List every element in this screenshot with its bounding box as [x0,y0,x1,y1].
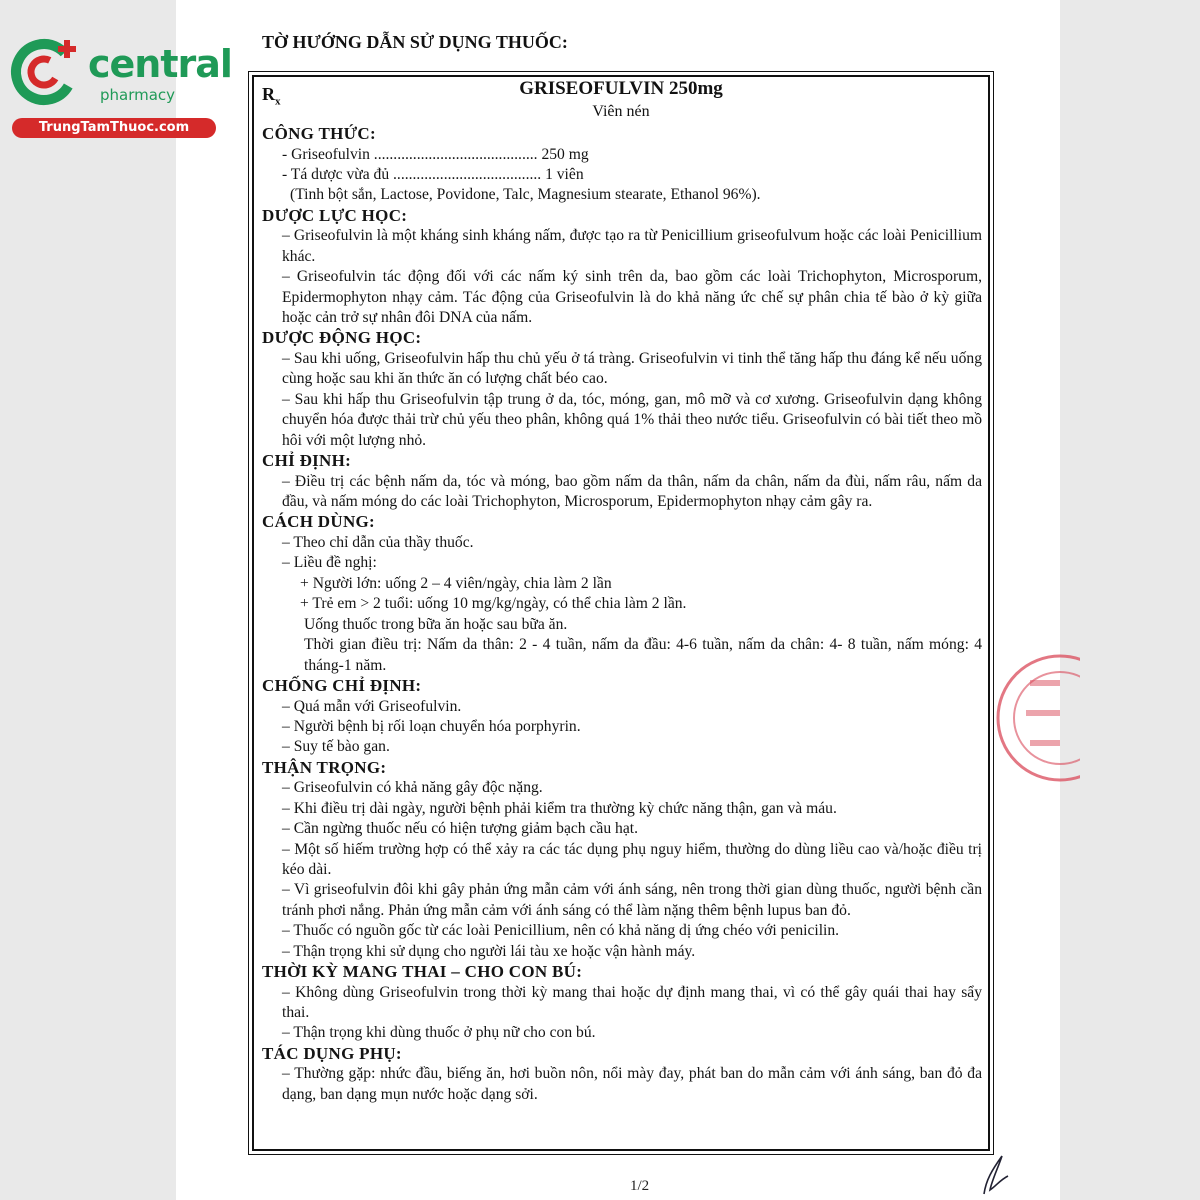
formula-excipients: (Tinh bột sắn, Lactose, Povidone, Talc, Magnesium stearate, Ethanol 96%). [290,186,761,204]
list-item: – Vì griseofulvin đôi khi gây phản ứng mẫn cảm với ánh sáng, nên trong thời gian dùng thuốc, người bệnh cần tránh phơi nắng. Phản ứng mẫn cảm với ánh sáng có thể làm nặng thêm bệnh lupus ban đỏ. [282,881,982,919]
list-item: + Trẻ em > 2 tuổi: uống 10 mg/kg/ngày, có thể chia làm 2 lần. [300,595,687,613]
rx-letter: R [262,84,275,104]
section-heading-chi-dinh: CHỈ ĐỊNH: [262,451,352,471]
list-item: – Khi điều trị dài ngày, người bệnh phải kiểm tra thường kỳ chức năng thận, gan và máu. [282,799,837,817]
section-heading-cong-thuc: CÔNG THỨC: [262,124,376,143]
list-item: – Cần ngừng thuốc nếu có hiện tượng giảm bạch cầu hạt. [282,820,638,838]
list-item: + Người lớn: uống 2 – 4 viên/ngày, chia làm 2 lần [300,574,612,592]
section-heading-than-trong: THẬN TRỌNG: [262,757,387,777]
list-item: Thời gian điều trị: Nấm da thân: 2 - 4 tuần, nấm da đầu: 4-6 tuần, nấm da chân: 4- 8 tuần, nấm móng: 4 tháng-1 năm. [304,636,982,674]
paragraph: – Sau khi hấp thu Griseofulvin tập trung ở da, tóc, móng, gan, mô mỡ và cơ xương. Griseofulvin dạng không chuyển hóa được thải trừ chủ yếu theo phân, không quá 1% thải theo nước tiểu. Griseofulvin có bài tiết theo mồ hôi với một lượng nhỏ. [282,390,982,449]
document-heading: TỜ HƯỚNG DẪN SỬ DỤNG THUỐC: [262,32,568,52]
logo-url[interactable]: TrungTamThuoc.com [12,118,216,138]
paragraph: – Griseofulvin tác động đối với các nấm ký sinh trên da, bao gồm các loài Trichophyton, Microsporum, Epidermophyton nhạy cảm. Tác động của Griseofulvin là do khả năng ức chế sự phân chia tế bào ở kỳ giữa hoặc cản trở sự nhân đôi DNA của nấm. [282,268,982,327]
section-heading-duoc-luc-hoc: DƯỢC LỰC HỌC: [262,205,408,225]
signature-image [978,1150,1018,1198]
paragraph: – Sau khi uống, Griseofulvin hấp thu chủ yếu ở tá tràng. Griseofulvin vi tinh thể tăng hấp thu đáng kể nếu uống cùng hoặc sau khi ăn thức ăn có lượng chất béo cao. [282,350,982,388]
list-item: – Thận trọng khi dùng thuốc ở phụ nữ cho con bú. [282,1024,596,1042]
list-item: – Suy tế bào gan. [282,738,390,756]
list-item: – Theo chỉ dẫn của thầy thuốc. [282,534,474,552]
rx-subscript: x [275,95,281,108]
central-pharmacy-icon [8,34,88,114]
drug-form: Viên nén [592,103,650,120]
section-heading-duoc-dong-hoc: DƯỢC ĐỘNG HỌC: [262,328,422,348]
section-heading-tac-dung-phu: TÁC DỤNG PHỤ: [262,1043,402,1063]
list-item: Uống thuốc trong bữa ăn hoặc sau bữa ăn. [304,615,568,633]
list-item: – Thuốc có nguồn gốc từ các loài Penicillium, nên có khả năng dị ứng chéo với penicilin. [282,922,840,940]
list-item: – Thận trọng khi sử dụng cho người lái tàu xe hoặc vận hành máy. [282,942,696,960]
company-stamp-image [990,640,1080,790]
list-item: – Người bệnh bị rối loạn chuyển hóa porphyrin. [282,717,581,735]
drug-title: GRISEOFULVIN 250mg [519,78,723,99]
list-item: – Griseofulvin có khả năng gây độc nặng. [282,779,543,797]
paragraph: – Griseofulvin là một kháng sinh kháng nấm, được tạo ra từ Penicillium griseofulvum hoặc các loài Penicillium khác. [282,227,982,265]
pharmacy-logo[interactable] [8,34,232,144]
list-item: – Thường gặp: nhức đầu, biếng ăn, hơi buồn nôn, nổi mày đay, phát ban do mẫn cảm với ánh sáng, ban đỏ đa dạng, ban dạng mụn nước hoặc dạng sởi. [282,1065,982,1103]
logo-brand: central [88,42,232,86]
list-item: – Quá mẫn với Griseofulvin. [282,697,462,715]
paragraph: – Điều trị các bệnh nấm da, tóc và móng, bao gồm nấm da thân, nấm da chân, nấm da đùi, nấm râu, nấm da đầu, và nấm móng do các loài Trichophyton, Microsporum, Epidermophyton nhạy cảm gây ra. [282,472,982,511]
list-item: – Liều đề nghị: [282,554,377,572]
section-heading-cach-dung: CÁCH DÙNG: [262,512,376,532]
section-heading-chong-chi-dinh: CHỐNG CHỈ ĐỊNH: [262,675,422,695]
list-item: – Một số hiếm trường hợp có thể xảy ra các tác dụng phụ nguy hiểm, thường do dùng liều cao và/hoặc điều trị kéo dài. [282,840,982,878]
section-heading-thai-ky: THỜI KỲ MANG THAI – CHO CON BÚ: [262,961,583,981]
formula-line: - Tá dược vừa đủ ...................................... 1 viên [282,166,584,183]
formula-line: - Griseofulvin .......................................... 250 mg [282,145,589,163]
logo-subtitle: pharmacy [100,86,176,104]
leaflet-content [262,124,982,1105]
list-item: – Không dùng Griseofulvin trong thời kỳ mang thai hoặc dự định mang thai, vì có thể gây quái thai hay sẩy thai. [282,983,982,1021]
page-number: 1/2 [630,1178,650,1194]
